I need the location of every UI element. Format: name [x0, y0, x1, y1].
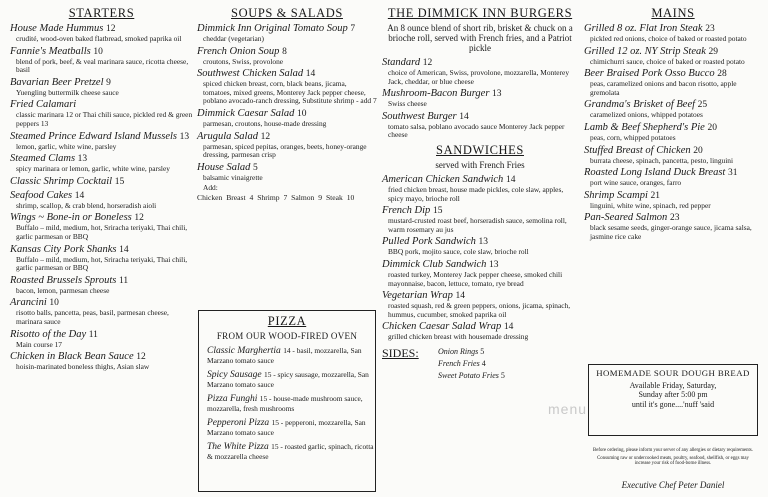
item-price: 12 — [422, 58, 433, 68]
side-item — [438, 370, 505, 382]
item-price: 12 — [134, 213, 144, 224]
item-description: parmesan, croutons, house-made dressing — [203, 118, 327, 128]
menu-item — [10, 351, 193, 372]
menu-item — [10, 23, 193, 44]
item-title: Grilled 12 oz. NY Strip Steak — [584, 45, 706, 57]
item-price: 11 — [88, 329, 98, 340]
item-description: classic marinara 12 or Thai chili sauce, pickled red & green peppers 13 — [16, 110, 193, 128]
item-price: 15 — [432, 206, 443, 217]
pizza-subtitle: FROM OUR WOOD-FIRED OVEN — [216, 331, 358, 341]
item-description: crudité, wood-oven baked flatbread, smoked paprika oil — [16, 34, 182, 43]
pizza-item — [199, 442, 375, 462]
side-price: 5 — [480, 346, 485, 356]
item-price: 28 — [717, 69, 727, 80]
item-price: 14 — [74, 190, 85, 201]
menu-item — [382, 111, 578, 140]
item-price: 20 — [693, 145, 703, 156]
item-title: Standard — [382, 57, 421, 68]
notice-line: Before ordering, please inform your server of any allergies or dietary requirements. — [593, 448, 753, 453]
item-price: 14 — [119, 244, 129, 255]
menu-item — [382, 321, 578, 342]
pizza-title: Classic Marghertia — [207, 346, 281, 356]
bread-line: Available Friday, Saturday, — [629, 381, 717, 390]
menu-item — [584, 68, 762, 97]
item-description: blend of pork, beef, & veal marinara sauce, ricotta cheese, basil — [16, 56, 189, 75]
item-description: bacon, lemon, parmesan cheese — [16, 285, 110, 295]
menu-item — [10, 131, 193, 152]
item-price: 29 — [708, 46, 719, 57]
item-price: 13 — [489, 259, 499, 270]
burgers-list — [382, 57, 578, 140]
pizza-detail: 15 - house-made mushroom sauce, mozzarella, fresh mushrooms — [207, 394, 363, 413]
add-label: Add: — [203, 183, 218, 193]
item-title: Grandma's Brisket of Beef — [584, 99, 696, 111]
add-ons: Chicken Breast 4 Shrimp 7 Salmon 9 Steak 10 — [197, 192, 355, 202]
pizza-title: Spicy Sausage — [207, 370, 262, 380]
item-description: caramelized onions, whipped potatoes — [590, 110, 703, 120]
item-price: 10 — [297, 108, 307, 119]
sides-block — [382, 344, 578, 382]
pizza-name — [207, 442, 375, 462]
menu-item — [382, 236, 578, 257]
item-title: Fried Calamari — [10, 99, 77, 111]
item-title: Southwest Burger — [382, 110, 457, 122]
pizza-name — [207, 418, 375, 438]
item-description: hoisin-marinated boneless thighs, Asian slaw — [16, 362, 150, 372]
allergy-notice — [590, 448, 756, 467]
burgers-subtitle: An 8 ounce blend of short rib, brisket & chuck on a brioche roll, served with French fries, and a Patriot pickle — [387, 23, 573, 53]
item-title: Fannie's Meatballs — [10, 45, 91, 57]
item-description: balsamic vinaigrette — [203, 172, 263, 182]
side-name: French Fries — [438, 358, 480, 368]
item-price: 8 — [282, 46, 287, 57]
item-price: 14 — [455, 291, 465, 302]
item-price: 21 — [650, 190, 660, 201]
item-title: Seafood Cakes — [10, 189, 73, 201]
bread-line: until it's gone....'nuff 'said — [631, 399, 715, 409]
item-name — [197, 46, 377, 58]
item-title: Dimmick Inn Original Tomato Soup — [197, 23, 348, 34]
menu-item — [197, 108, 377, 129]
item-title: Dimmick Club Sandwich — [382, 258, 487, 270]
item-description: port wine sauce, oranges, farro — [590, 178, 682, 188]
bread-box — [588, 364, 758, 436]
item-price: 23 — [705, 24, 715, 34]
menu-item — [10, 329, 193, 350]
menu-item — [584, 23, 762, 44]
mains-list — [584, 23, 762, 242]
item-description: linguini, white wine, spinach, red pepper — [590, 200, 711, 210]
mains-section — [584, 6, 762, 244]
menu-item — [584, 145, 762, 166]
item-description: lemon, garlic, white wine, parsley — [16, 141, 117, 151]
item-price: 9 — [106, 77, 111, 88]
side-name: Sweet Potato Fries — [438, 370, 499, 380]
item-description: risotto balls, pancetta, peas, basil, parmesan cheese, marinara sauce — [16, 308, 169, 326]
burgers-title: THE DIMMICK INN BURGERS — [387, 6, 573, 20]
pizza-title: Pizza Funghi — [207, 394, 258, 404]
menu-item — [197, 46, 377, 67]
item-price: 10 — [49, 298, 59, 309]
item-title: Chicken Caesar Salad Wrap — [382, 321, 502, 333]
item-name — [10, 46, 193, 58]
item-description: grilled chicken breast with housemade dressing — [388, 332, 529, 342]
menu-item — [10, 244, 193, 273]
menu-item — [10, 176, 193, 188]
item-description: peas, corn, whipped potatoes — [590, 132, 676, 142]
item-description: roasted squash, red & green peppers, onions, jicama, spinach, hummus, cucumber, smoked paprika oil — [388, 301, 571, 319]
item-title: Kansas City Pork Shanks — [10, 243, 117, 255]
pizza-name — [207, 370, 375, 390]
soups-salads-section — [197, 6, 377, 202]
item-name — [197, 162, 377, 174]
soups-title: SOUPS & SALADS — [231, 6, 343, 20]
pizza-item — [199, 418, 375, 438]
menu-item — [10, 153, 193, 174]
item-description: spicy marinara or lemon, garlic, white wine, parsley — [16, 164, 170, 174]
sides-list — [438, 346, 505, 382]
menu-item — [382, 290, 578, 319]
item-description: shrimp, scallop, & crab blend, horseradish aioli — [16, 200, 157, 210]
item-title: Risotto of the Day — [10, 328, 87, 340]
menu-item — [197, 68, 377, 106]
watermark: menu — [548, 401, 588, 417]
item-title: Bavarian Beer Pretzel — [10, 76, 104, 88]
item-title: Lamb & Beef Shepherd's Pie — [584, 121, 705, 133]
item-price: 20 — [707, 122, 717, 133]
pizza-detail: 15 - pepperoni, mozzarella, San Marzano tomato sauce — [207, 418, 366, 437]
item-title: Grilled 8 oz. Flat Iron Steak — [584, 23, 703, 34]
item-title: Arugula Salad — [197, 130, 258, 142]
pizza-item — [199, 346, 375, 366]
item-name — [584, 145, 762, 157]
side-item — [438, 346, 505, 358]
item-title: Vegetarian Wrap — [382, 290, 453, 302]
item-name — [10, 275, 193, 287]
starters-list — [10, 23, 193, 372]
item-description: spiced chicken breast, corn, black beans, jicama, tomatoes, mixed greens, Monterey Jack pepper cheese, poblano avocado-ranch dressing, Substitute shrimp - add 7 — [203, 79, 377, 106]
menu-item — [382, 259, 578, 288]
item-description: black sesame seeds, ginger-orange sauce, jicama salsa, jasmine rice cake — [590, 223, 752, 241]
pizza-item — [199, 394, 375, 414]
item-price: 13 — [77, 154, 88, 165]
menu-item — [382, 174, 578, 203]
notice-line: Consuming raw or undercooked meats, poultry, seafood, shellfish, or eggs may increase your risk of food-borne illness. — [597, 455, 749, 467]
item-description: peas, caramelized onions and bacon risotto, apple gremolata — [590, 79, 737, 97]
item-title: Arancini — [10, 297, 47, 309]
menu-item — [584, 99, 762, 120]
item-name — [10, 244, 193, 256]
item-description: pickled red onions, choice of baked or roasted potato — [590, 34, 747, 43]
menu-item — [10, 297, 193, 326]
item-title: Pulled Pork Sandwich — [382, 236, 476, 248]
item-price: 12 — [136, 352, 146, 363]
side-price: 4 — [481, 358, 486, 368]
menu-item — [10, 275, 193, 296]
item-title: Roasted Long Island Duck Breast — [584, 167, 726, 179]
pizza-list — [199, 346, 375, 462]
item-description: BBQ pork, mojito sauce, cole slaw, brioche roll — [388, 247, 529, 257]
item-description: roasted turkey, Monterey Jack pepper cheese, smoked chili mayonnaise, bacon, lettuce, tomato, rye bread — [388, 269, 563, 288]
item-description: parmesan, spiced pepitas, oranges, beets, honey-orange dressing, parmesan crisp — [203, 141, 367, 160]
menu-item — [197, 131, 377, 160]
burgers-sandwiches-section — [382, 6, 578, 382]
item-description: fried chicken breast, house made pickles, cole slaw, apples, spicy mayo, brioche roll — [388, 184, 564, 203]
pizza-name — [207, 394, 375, 414]
item-price: 25 — [697, 100, 708, 111]
item-title: Wings ~ Bone-in or Boneless — [10, 212, 132, 224]
item-description: choice of American, Swiss, provolone, mozzarella, Monterey Jack, cheddar, or blue cheese — [388, 68, 570, 86]
item-price: 13 — [478, 237, 489, 248]
bread-line: Sunday after 5:00 pm — [638, 390, 708, 400]
item-title: Beer Braised Pork Osso Bucco — [584, 68, 715, 80]
menu-item — [197, 162, 377, 183]
item-title: Dimmick Caesar Salad — [197, 107, 295, 119]
item-price: 13 — [492, 89, 502, 100]
item-price: 23 — [669, 213, 680, 224]
item-price: 10 — [93, 46, 103, 57]
item-title: Chicken in Black Bean Sauce — [10, 351, 134, 363]
item-name — [382, 111, 578, 123]
executive-chef: Executive Chef Peter Daniel — [621, 480, 725, 490]
item-description: cheddar (vegetarian) — [203, 34, 264, 43]
item-name — [197, 131, 377, 143]
pizza-title: PIZZA — [267, 314, 307, 328]
sandwiches-list — [382, 174, 578, 342]
item-price: 13 — [179, 131, 190, 142]
item-description: Main course 17 — [16, 339, 62, 349]
item-name — [584, 46, 762, 58]
item-price: 11 — [119, 275, 129, 286]
side-price: 5 — [500, 370, 505, 380]
item-title: Steamed Prince Edward Island Mussels — [10, 130, 178, 142]
item-title: American Chicken Sandwich — [382, 173, 504, 185]
item-price: 31 — [727, 168, 738, 179]
item-title: French Onion Soup — [197, 45, 280, 57]
menu-item — [197, 23, 377, 44]
item-title: Stuffed Breast of Chicken — [584, 144, 691, 156]
item-name — [10, 190, 193, 202]
sandwiches-title: SANDWICHES — [436, 142, 524, 157]
menu-item — [10, 99, 193, 128]
pizza-detail: 14 - basil, mozzarella, San Marzano tomato sauce — [207, 346, 362, 365]
item-name — [10, 77, 193, 89]
item-title: Pan-Seared Salmon — [584, 212, 668, 224]
item-name — [10, 329, 193, 341]
item-title: Roasted Brussels Sprouts — [10, 274, 117, 286]
item-price: 14 — [503, 322, 514, 333]
item-description: tomato salsa, poblano avocado sauce Monterey Jack pepper cheese — [388, 121, 565, 140]
menu-item — [584, 167, 762, 188]
item-price: 15 — [114, 176, 125, 187]
starters-section — [10, 6, 193, 374]
bread-title: HOMEMADE SOUR DOUGH BREAD — [596, 368, 750, 378]
menu-item — [382, 57, 578, 86]
item-description: mustard-crusted roast beef, horseradish sauce, semolina roll, warm rosemary au jus — [388, 216, 567, 234]
item-price: 14 — [459, 111, 469, 122]
item-price: 5 — [253, 162, 258, 173]
menu-item — [10, 190, 193, 211]
menu-item — [382, 205, 578, 234]
item-name — [10, 176, 193, 188]
item-title: Southwest Chicken Salad — [197, 68, 304, 80]
menu-item — [584, 46, 762, 67]
item-description: Swiss cheese — [388, 99, 427, 109]
pizza-item — [199, 370, 375, 390]
sandwiches-subtitle: served with French Fries — [435, 159, 525, 170]
menu-item — [10, 77, 193, 98]
item-title: House Salad — [197, 161, 251, 173]
item-description: Buffalo – mild, medium, hot, Sriracha teriyaki, Thai chili, garlic parmesan or BBQ — [16, 223, 188, 241]
item-title: Steamed Clams — [10, 153, 76, 165]
pizza-title: The White Pizza — [207, 442, 269, 452]
item-price: 7 — [350, 24, 356, 34]
menu-item — [584, 190, 762, 211]
starters-title: STARTERS — [68, 6, 135, 20]
soups-list — [197, 23, 377, 182]
item-title: House Made Hummus — [10, 23, 104, 34]
pizza-detail: 15 - spicy sausage, mozzarella, San Marzano tomato sauce — [207, 370, 369, 389]
pizza-detail: 15 - roasted garlic, spinach, ricotta & mozzarella cheese — [207, 442, 374, 461]
item-description: croutons, Swiss, provolone — [203, 56, 284, 66]
item-title: Shrimp Scampi — [584, 189, 648, 201]
item-title: Classic Shrimp Cocktail — [10, 175, 113, 187]
item-description: chimichurri sauce, choice of baked or roasted potato — [590, 56, 745, 66]
menu-item — [584, 122, 762, 143]
sides-title: SIDES: — [382, 345, 419, 360]
item-price: 12 — [260, 131, 271, 142]
pizza-title: Pepperoni Pizza — [207, 418, 270, 428]
menu-item — [10, 46, 193, 75]
item-description: Buffalo – mild, medium, hot, Sriracha teriyaki, Thai chili, garlic parmesan or BBQ — [16, 254, 188, 273]
pizza-name — [207, 346, 375, 366]
pizza-box — [198, 310, 376, 492]
item-price: 14 — [505, 174, 516, 185]
item-description: burrata cheese, spinach, pancetta, pesto, linguini — [590, 155, 734, 165]
item-description: Yuengling buttermilk cheese sauce — [16, 87, 119, 97]
mains-title: MAINS — [651, 6, 695, 20]
menu-item — [10, 212, 193, 241]
item-name — [584, 190, 762, 202]
menu-item — [584, 212, 762, 241]
item-price: 14 — [305, 69, 316, 80]
side-name: Onion Rings — [438, 346, 479, 356]
item-title: French Dip — [382, 205, 431, 217]
item-name — [10, 131, 193, 143]
item-title: Mushroom-Bacon Burger — [382, 88, 490, 100]
item-price: 12 — [105, 24, 116, 34]
menu-item — [382, 88, 578, 109]
side-item — [438, 358, 505, 370]
